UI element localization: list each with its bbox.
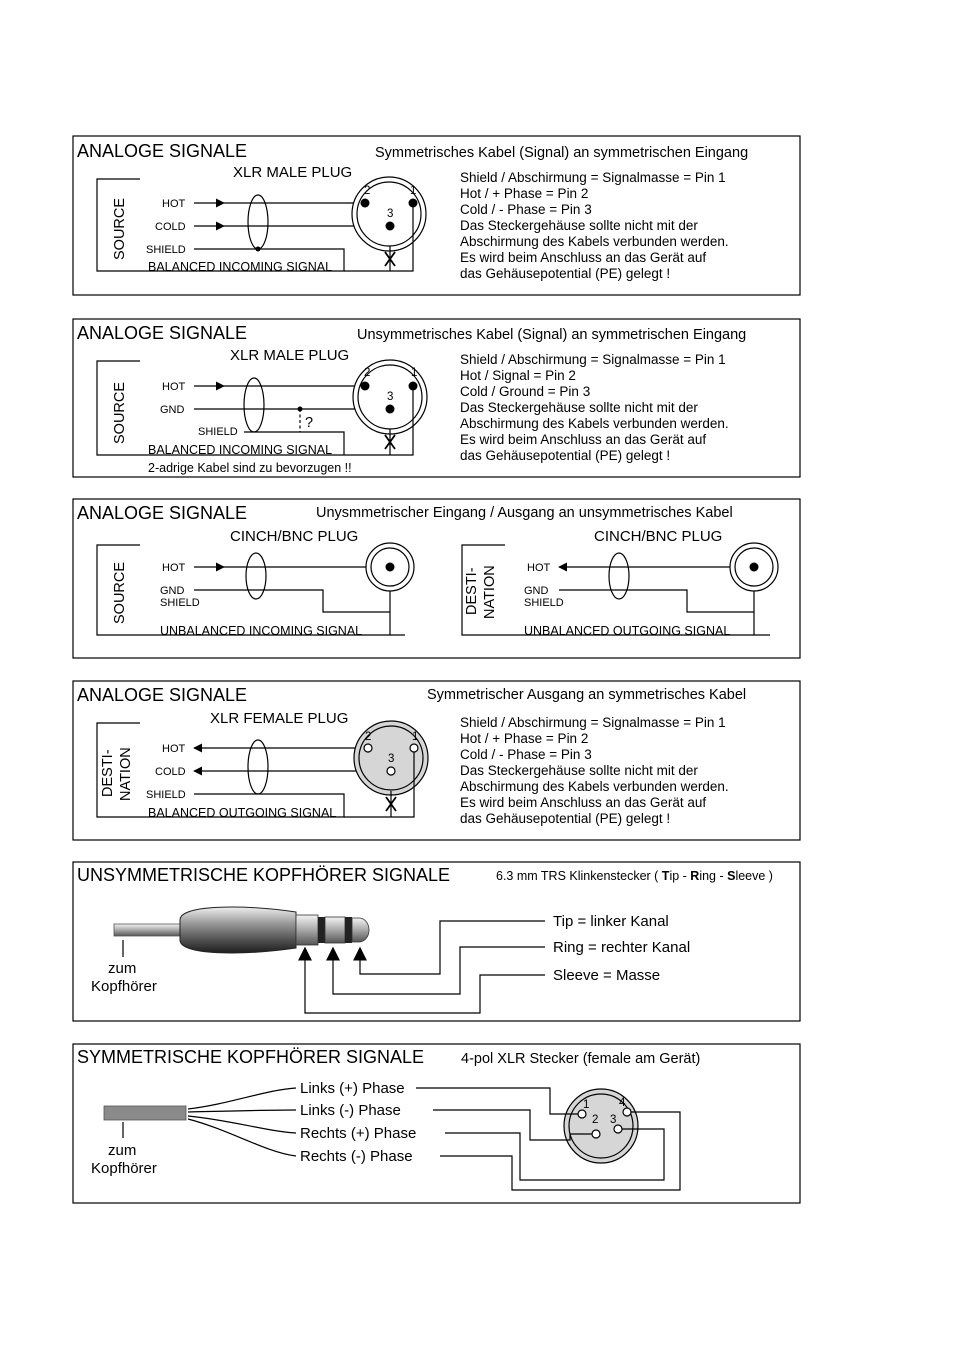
panel-unbalanced-headphone — [73, 862, 800, 1021]
wire-label-hot: HOT — [162, 381, 186, 393]
panel-subtitle: Symmetrischer Ausgang an symmetrisches Kabel — [427, 687, 747, 703]
pin-2 — [361, 382, 370, 391]
note-line: Abschirmung des Kabels verbunden werden. — [460, 779, 729, 794]
note-line: das Gehäusepotential (PE) gelegt ! — [460, 448, 671, 463]
note-line: Das Steckergehäuse sollte nicht mit der — [460, 400, 698, 415]
note-line: Das Steckergehäuse sollte nicht mit der — [460, 218, 698, 233]
wire-label-hot: HOT — [162, 198, 186, 210]
panel-balanced-cable-balanced-input — [73, 136, 800, 295]
trs-tip — [352, 918, 369, 942]
pin-label-1: 1 — [411, 367, 418, 379]
pin-label-1: 1 — [412, 731, 419, 743]
headphone-cable — [104, 1106, 186, 1120]
socket-3 — [614, 1125, 622, 1133]
cinch-center-pin — [386, 563, 395, 572]
wire-label-gnd: GND — [160, 585, 185, 597]
pin-3 — [386, 222, 395, 231]
panel-subtitle: 4-pol XLR Stecker (female am Gerät) — [461, 1051, 701, 1067]
wire-label-cold: COLD — [155, 221, 186, 233]
pin-label-3: 3 — [388, 753, 395, 765]
note-line: Cold / - Phase = Pin 3 — [460, 202, 592, 217]
source-label: SOURCE — [112, 561, 128, 624]
socket-3 — [387, 767, 395, 775]
wire-label-shield: SHIELD — [146, 789, 186, 801]
socket-4 — [623, 1108, 631, 1116]
panel-subtitle: 6.3 mm TRS Klinkenstecker ( Tip - Ring - Sleeve ) — [496, 869, 773, 883]
socket-1 — [410, 744, 418, 752]
note-line: Shield / Abschirmung = Signalmasse = Pin 1 — [460, 352, 726, 367]
panel-title: SYMMETRISCHE KOPFHÖRER SIGNALE — [77, 1047, 425, 1067]
note-line: Cold / Ground = Pin 3 — [460, 384, 591, 399]
pin-label-2: 2 — [592, 1114, 599, 1126]
destination-label-1: DESTI- — [100, 749, 116, 797]
panel-subtitle: Symmetrisches Kabel (Signal) an symmetrischen Eingang — [375, 145, 749, 161]
trs-plug-body — [180, 907, 296, 953]
plug-label: XLR MALE PLUG — [233, 164, 353, 181]
panel-title: UNSYMMETRISCHE KOPFHÖRER SIGNALE — [77, 865, 451, 885]
note-line: Hot / + Phase = Pin 2 — [460, 186, 589, 201]
note-line: Shield / Abschirmung = Signalmasse = Pin 1 — [460, 715, 726, 730]
signal-label: BALANCED INCOMING SIGNAL — [148, 443, 333, 457]
pin-label-2: 2 — [364, 367, 371, 379]
panel-balanced-headphone — [73, 1044, 800, 1203]
note-line: das Gehäusepotential (PE) gelegt ! — [460, 266, 671, 281]
note-line: Das Steckergehäuse sollte nicht mit der — [460, 763, 698, 778]
source-label: SOURCE — [112, 197, 128, 260]
trs-ring — [325, 917, 345, 943]
pin-label-1: 1 — [410, 185, 417, 197]
pin-label-2: 2 — [365, 731, 372, 743]
cable-label: zum — [108, 960, 137, 977]
wire-label-hot: HOT — [527, 562, 551, 574]
trs-insulator-1 — [318, 917, 325, 943]
cable-label: Kopfhörer — [91, 978, 157, 995]
note-line: Shield / Abschirmung = Signalmasse = Pin 1 — [460, 170, 726, 185]
wire-label-shield: SHIELD — [198, 426, 238, 438]
note-line: Es wird beim Anschluss an das Gerät auf — [460, 250, 707, 265]
wire-label-gnd: GND — [160, 404, 185, 416]
headphone-cable — [114, 924, 184, 936]
note-line: Es wird beim Anschluss an das Gerät auf — [460, 795, 707, 810]
plug-label: XLR MALE PLUG — [230, 347, 350, 364]
question-mark: ? — [305, 415, 314, 431]
destination-label-1: DESTI- — [464, 567, 480, 615]
pin-3 — [386, 405, 395, 414]
legend-ring: Ring = rechter Kanal — [553, 939, 691, 956]
trs-sleeve — [296, 915, 318, 945]
note-line: Abschirmung des Kabels verbunden werden. — [460, 416, 729, 431]
footnote: 2-adrige Kabel sind zu bevorzugen !! — [148, 461, 352, 475]
line-label: Links (-) Phase — [300, 1102, 401, 1119]
cable-label: zum — [108, 1142, 137, 1159]
line-label: Links (+) Phase — [300, 1080, 405, 1097]
note-line: Abschirmung des Kabels verbunden werden. — [460, 234, 729, 249]
note-line: Cold / - Phase = Pin 3 — [460, 747, 592, 762]
signal-label: BALANCED INCOMING SIGNAL — [148, 260, 333, 274]
plug-label: XLR FEMALE PLUG — [210, 710, 349, 727]
gnd-junction — [298, 407, 303, 412]
panel-frame — [73, 1044, 800, 1203]
plug-label-right: CINCH/BNC PLUG — [594, 528, 723, 545]
panel-title: ANALOGE SIGNALE — [77, 141, 248, 161]
wire-label-hot: HOT — [162, 743, 186, 755]
socket-1 — [578, 1110, 586, 1118]
signal-label: UNBALANCED INCOMING SIGNAL — [160, 624, 363, 638]
pin-label-1: 1 — [583, 1099, 590, 1111]
socket-2 — [592, 1130, 600, 1138]
wire-label-hot: HOT — [162, 562, 186, 574]
pin-label-2: 2 — [364, 185, 371, 197]
panel-subtitle: Unysmmetrischer Eingang / Ausgang an unsymmetrisches Kabel — [316, 505, 733, 521]
note-line: Hot / + Phase = Pin 2 — [460, 731, 589, 746]
line-label: Rechts (-) Phase — [300, 1148, 413, 1165]
destination-label-2: NATION — [482, 565, 498, 619]
panel-title: ANALOGE SIGNALE — [77, 685, 248, 705]
panel-subtitle: Unsymmetrisches Kabel (Signal) an symmetrischen Eingang — [357, 327, 747, 343]
wire-label-shield: SHIELD — [160, 597, 200, 609]
note-line: Hot / Signal = Pin 2 — [460, 368, 576, 383]
pin-label-4: 4 — [619, 1097, 626, 1109]
panel-unbalanced-cinch-bnc — [73, 499, 800, 658]
plug-label-left: CINCH/BNC PLUG — [230, 528, 359, 545]
trs-insulator-2 — [345, 917, 352, 943]
note-line: das Gehäusepotential (PE) gelegt ! — [460, 811, 671, 826]
pin-2 — [361, 199, 370, 208]
pin-label-3: 3 — [610, 1114, 617, 1126]
destination-label-2: NATION — [118, 747, 134, 801]
cable-label: Kopfhörer — [91, 1160, 157, 1177]
wire-label-shield: SHIELD — [146, 244, 186, 256]
wire-label-gnd: GND — [524, 585, 549, 597]
source-label: SOURCE — [112, 381, 128, 444]
panel-unbalanced-cable-balanced-input — [73, 319, 800, 477]
signal-label: BALANCED OUTGOING SIGNAL — [148, 806, 337, 820]
pin-label-3: 3 — [387, 391, 394, 403]
pin-label-3: 3 — [387, 208, 394, 220]
note-line: Es wird beim Anschluss an das Gerät auf — [460, 432, 707, 447]
cinch-center-pin — [750, 563, 759, 572]
legend-tip: Tip = linker Kanal — [553, 913, 669, 930]
panel-title: ANALOGE SIGNALE — [77, 323, 248, 343]
panel-balanced-output-balanced-cable — [73, 681, 800, 840]
wire-label-cold: COLD — [155, 766, 186, 778]
legend-sleeve: Sleeve = Masse — [553, 967, 661, 984]
line-label: Rechts (+) Phase — [300, 1125, 417, 1142]
socket-2 — [364, 744, 372, 752]
signal-label: UNBALANCED OUTGOING SIGNAL — [524, 624, 731, 638]
panel-title: ANALOGE SIGNALE — [77, 503, 248, 523]
wire-label-shield: SHIELD — [524, 597, 564, 609]
